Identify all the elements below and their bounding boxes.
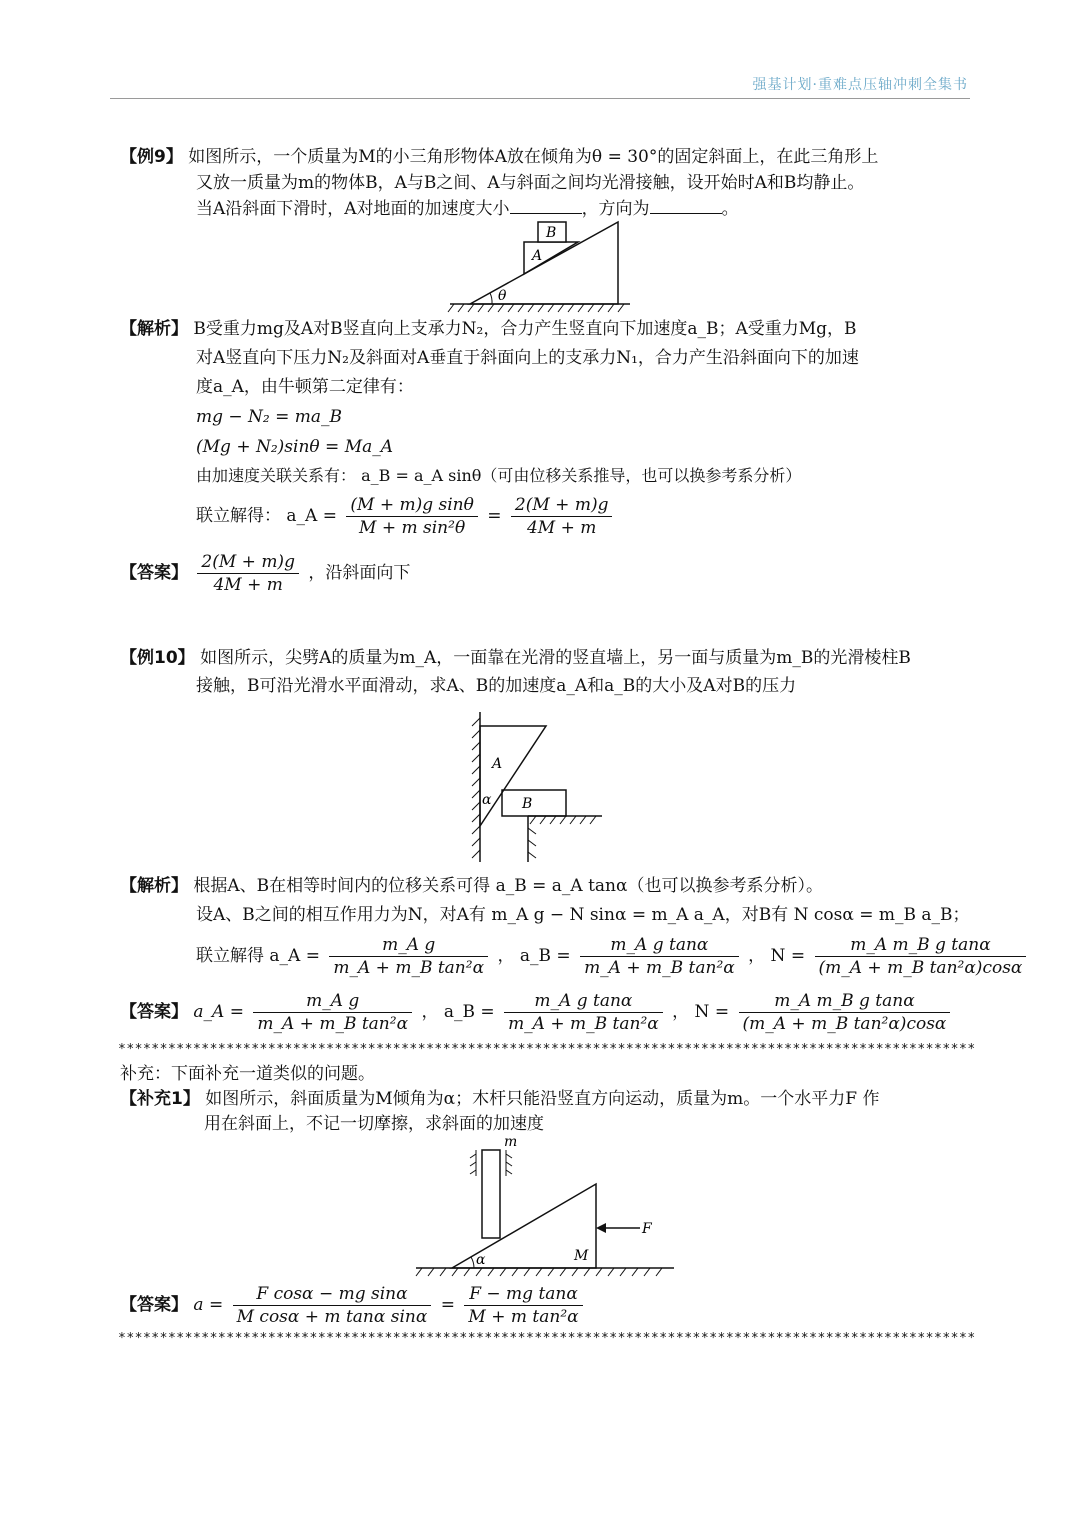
fraction-numerator: (M + m)g sinθ [346,494,477,517]
fraction-denominator: m_A + m_B tan²α [508,1014,659,1034]
supp-intro: 补充：下面补充一道类似的问题。 [120,1064,375,1084]
supp-question-line1 [120,1088,879,1110]
ex9-q1: 如图所示，一个质量为M的小三角形物体A放在倾角为θ = 30°的固定斜面上，在此三角形上 [188,147,879,167]
ex9-q3b: ，方向为 [581,199,650,219]
fraction-denominator: 4M + m [213,575,283,595]
ex9-fig-label-a: A [532,248,543,264]
ex10-fig-angle: α [482,792,492,808]
ex10-ans-N-label: ， N = [672,1002,730,1022]
ex10-ans-aA-label: a_A = [193,1002,244,1022]
supp-figure [408,1136,678,1282]
ex10-aB-label: ， a_B = [497,946,571,966]
fraction-denominator: 4M + m [526,518,597,538]
ex10-sol-tag: 【解析】 [120,876,188,896]
ex9-fig-label-b: B [546,225,557,241]
ex9-tag: 【例9】 [120,147,183,167]
fraction [253,990,412,1035]
fraction [815,934,1027,979]
fraction [580,934,739,979]
fraction-numerator: m_A g [329,934,488,957]
ex9-s1: B受重力mg及A对B竖直向上支承力N₂，合力产生竖直向下加速度a_B；A受重力Mg，B [193,319,857,339]
ex10-N-label: ， N = [748,946,806,966]
fraction-denominator: M cosα + m tanα sinα [236,1307,428,1327]
fraction-denominator: m_A + m_B tan²α [257,1014,409,1034]
supp-answer [120,1283,587,1328]
ex10-solution-line1 [120,875,823,897]
fraction [197,551,299,596]
ex10-fig-label-a: A [492,756,503,772]
supp-fig-angle: α [476,1252,486,1268]
ex9-eq4-label: 联立解得： a_A = [196,506,337,526]
fraction-denominator: (m_A + m_B tan²α)cosα [818,958,1023,978]
fraction-denominator: M + m sin²θ [359,518,466,538]
fraction [739,990,951,1035]
supp-fig-big-m: M [574,1248,589,1264]
ex10-fig-label-b: B [522,796,533,812]
ex9-eq2: (Mg + N₂)sinθ = Ma_A [196,437,394,457]
ex10-s1: 根据A、B在相等时间内的位移关系可得 a_B = a_A tanα（也可以换参考系分析）。 [193,876,823,896]
ex9-eq3: 由加速度关联关系有： a_B = a_A sinθ（可由位移关系推导，也可以换参考系分析） [196,466,802,485]
equals-sign: = [487,506,502,526]
ex10-s2: 设A、B之间的相互作用力为N，对A有 m_A g − N sinα = m_A a_A，对B有 N cosα = m_B a_B； [196,905,970,925]
ex9-s2: 对A竖直向下压力N₂及斜面对A垂直于斜面向上的支承力N₁，合力产生沿斜面向下的加速 [196,348,859,368]
equals-sign: = [440,1295,456,1315]
answer-blank [650,199,722,214]
fraction-numerator: 2(M + m)g [197,551,299,574]
fraction-numerator: m_A g tanα [504,990,663,1013]
fraction-numerator: m_A g [253,990,412,1013]
ex9-question-line3 [196,198,739,220]
fraction-numerator: m_A m_B g tanα [815,934,1027,957]
fraction [464,1283,582,1328]
fraction-denominator: (m_A + m_B tan²α)cosα [742,1014,947,1034]
ex9-s3: 度a_A，由牛顿第二定律有： [196,377,414,397]
fraction [233,1283,432,1328]
supp-ans-label: a = [193,1295,224,1315]
ex9-ans-text: ，沿斜面向下 [308,563,411,583]
separator-stars: ******************************************************************************************************* [118,1331,976,1346]
supp-ans-tag: 【答案】 [120,1295,188,1315]
ex10-s3 [196,934,1030,979]
ex9-eq4 [196,494,616,539]
ex9-sol-tag: 【解析】 [120,319,188,339]
fraction [346,494,477,539]
separator-stars: ******************************************************************************************************* [118,1042,976,1057]
ex9-ans-tag: 【答案】 [120,563,188,583]
ex10-ans-aB-label: ， a_B = [421,1002,495,1022]
supp-q1: 如图所示，斜面质量为M倾角为α；木杆只能沿竖直方向运动，质量为m。一个水平力F 作 [205,1089,880,1109]
ex9-q3c: 。 [721,199,739,219]
supp-q2: 用在斜面上，不记一切摩擦，求斜面的加速度 [204,1114,544,1134]
answer-blank [510,199,582,214]
fraction-numerator: m_A g tanα [580,934,739,957]
fraction [511,494,613,539]
fraction-denominator: m_A + m_B tan²α [333,958,485,978]
supp-fig-f: F [642,1221,652,1237]
ex10-question-line1 [120,647,911,669]
ex10-ans-tag: 【答案】 [120,1002,188,1022]
fraction-numerator: F − mg tanα [464,1283,582,1306]
fraction-numerator: F cosα − mg sinα [233,1283,432,1306]
fraction [329,934,488,979]
ex10-figure [462,708,612,868]
ex9-question-line1 [120,146,878,168]
ex9-eq1: mg − N₂ = ma_B [196,407,343,427]
ex9-fig-angle: θ [498,288,507,304]
ex10-answer [120,990,954,1035]
ex10-q2: 接触，B可沿光滑水平面滑动，求A、B的加速度a_A和a_B的大小及A对B的压力 [196,676,797,696]
fraction-denominator: m_A + m_B tan²α [584,958,735,978]
header-rule [110,98,970,99]
ex10-s3-label: 联立解得 a_A = [196,946,320,966]
supp-tag: 【补充1】 [120,1089,200,1109]
ex10-q1: 如图所示，尖劈A的质量为m_A，一面靠在光滑的竖直墙上，另一面与质量为m_B的光滑棱柱B [200,648,911,668]
ex9-solution-line1 [120,318,857,340]
fraction-denominator: M + m tan²α [468,1307,579,1327]
ex9-figure [440,218,640,314]
fraction [504,990,663,1035]
ex10-tag: 【例10】 [120,648,195,668]
ex9-answer [120,551,410,596]
ex9-q2: 又放一质量为m的物体B，A与B之间、A与斜面之间均光滑接触，设开始时A和B均静止。 [196,173,865,193]
fraction-numerator: m_A m_B g tanα [739,990,951,1013]
supp-fig-m: m [504,1136,518,1150]
fraction-numerator: 2(M + m)g [511,494,613,517]
ex9-q3a: 当A沿斜面下滑时，A对地面的加速度大小 [196,199,510,219]
header-title: 强基计划·重难点压轴冲刺全集书 [752,77,968,93]
